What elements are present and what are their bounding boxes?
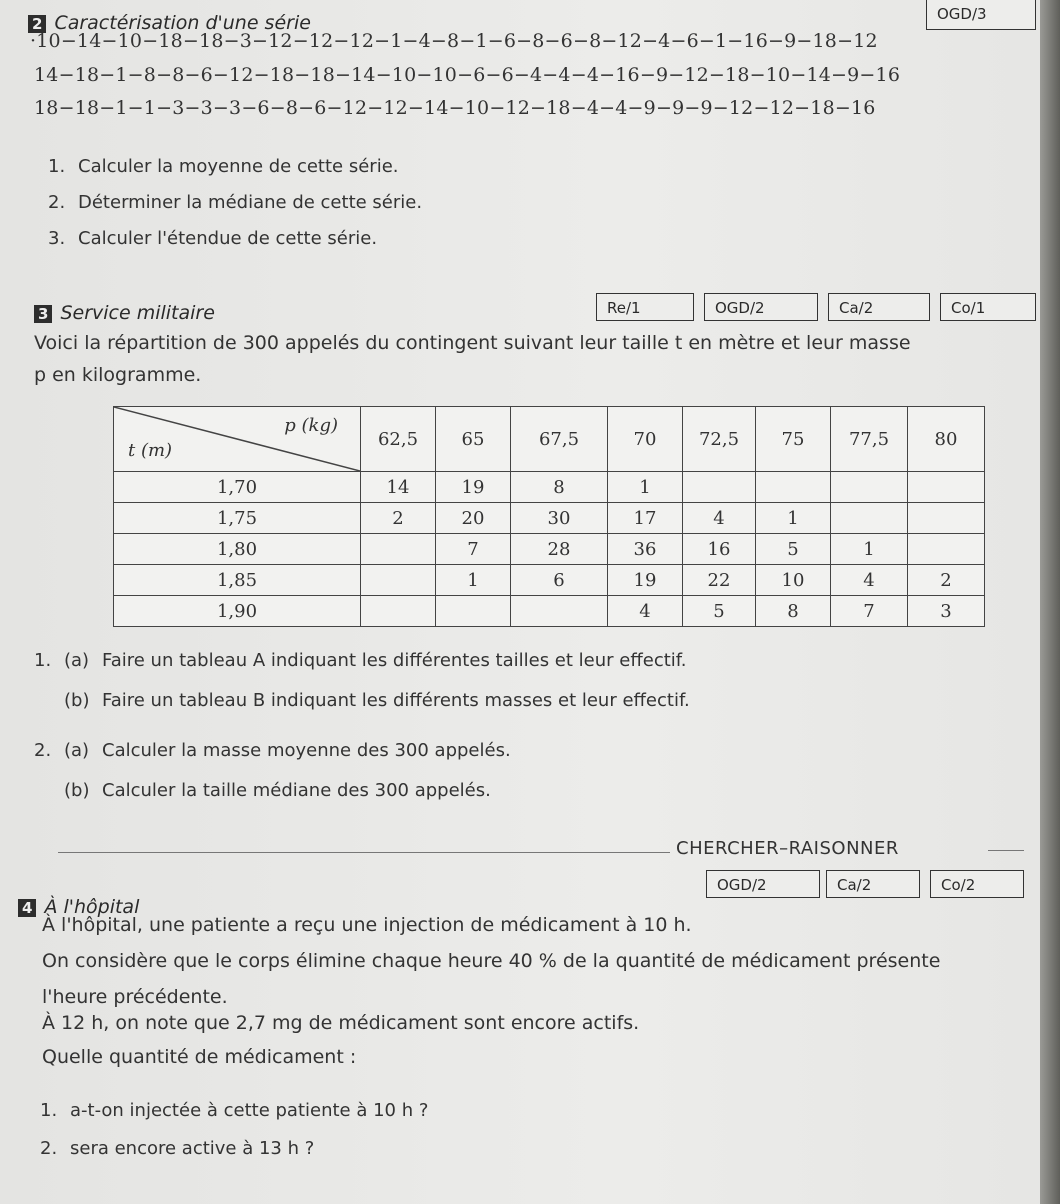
count-cell: 10 — [756, 565, 831, 596]
count-cell — [683, 472, 756, 503]
ex3-tag-co: Co/1 — [940, 293, 1036, 321]
count-cell — [831, 472, 908, 503]
question-text: Déterminer la médiane de cette série. — [78, 192, 423, 213]
count-cell: 17 — [608, 503, 683, 534]
ex3-title: Service militaire — [60, 302, 215, 324]
ex3-q1a — [34, 650, 687, 671]
count-cell: 16 — [683, 534, 756, 565]
question-number: 2. — [34, 740, 52, 761]
count-cell — [511, 596, 608, 627]
ex4-question-1 — [40, 1100, 428, 1121]
ex4-tag-ca: Ca/2 — [826, 870, 920, 898]
question-text: Calculer la taille médiane des 300 appelés. — [102, 780, 491, 801]
count-cell: 1 — [608, 472, 683, 503]
size-cell: 1,90 — [114, 596, 361, 627]
question-number: 1. — [48, 156, 66, 177]
question-text: Calculer l'étendue de cette série. — [78, 228, 378, 249]
count-cell: 4 — [683, 503, 756, 534]
ex3-tag-ogd: OGD/2 — [704, 293, 818, 321]
ex3-intro-line2: p en kilogramme. — [34, 364, 202, 386]
question-number: 2. — [48, 192, 66, 213]
count-cell: 4 — [831, 565, 908, 596]
question-number: 2. — [40, 1138, 58, 1159]
count-cell: 1 — [831, 534, 908, 565]
mass-header: 75 — [756, 407, 831, 472]
ex3-tag-ca: Ca/2 — [828, 293, 930, 321]
count-cell: 20 — [436, 503, 511, 534]
ex2-question-2 — [48, 192, 422, 213]
count-cell: 8 — [756, 596, 831, 627]
series-line-2: 14−18−1−8−8−6−12−18−18−14−10−10−6−6−4−4−4−16−9−12−18−10−14−9−16 — [34, 64, 901, 86]
mass-header: 72,5 — [683, 407, 756, 472]
ex3-intro-line1: Voici la répartition de 300 appelés du contingent suivant leur taille t en mètre et leur masse — [34, 332, 911, 354]
ex2-number: 2 — [28, 15, 46, 33]
count-cell — [908, 472, 985, 503]
size-cell: 1,75 — [114, 503, 361, 534]
sub-label: (a) — [64, 650, 90, 671]
series-line-1: ·10−14−10−18−18−3−12−12−12−1−4−8−1−6−8−6−8−12−4−6−1−16−9−18−12 — [30, 30, 878, 52]
table-row — [114, 565, 985, 596]
count-cell: 7 — [831, 596, 908, 627]
count-cell: 22 — [683, 565, 756, 596]
count-cell — [908, 503, 985, 534]
count-cell — [361, 534, 436, 565]
table-row — [114, 596, 985, 627]
count-cell: 4 — [608, 596, 683, 627]
count-cell: 2 — [908, 565, 985, 596]
corner-cell — [114, 407, 361, 472]
size-cell: 1,85 — [114, 565, 361, 596]
count-cell — [436, 596, 511, 627]
mass-header: 67,5 — [511, 407, 608, 472]
ex4-line-1: À l'hôpital, une patiente a reçu une injection de médicament à 10 h. — [42, 914, 692, 936]
sub-label: (b) — [64, 690, 90, 711]
question-number: 1. — [34, 650, 52, 671]
ex3-q2a — [34, 740, 511, 761]
ex2-question-3 — [48, 228, 377, 249]
question-text: sera encore active à 13 h ? — [70, 1138, 315, 1159]
question-text: Faire un tableau A indiquant les différentes tailles et leur effectif. — [102, 650, 687, 671]
ex4-line-4: À 12 h, on note que 2,7 mg de médicament sont encore actifs. — [42, 1012, 640, 1034]
sub-label: (a) — [64, 740, 90, 761]
size-axis-label: t (m) — [128, 440, 173, 461]
count-cell — [908, 534, 985, 565]
mass-axis-label: p (kg) — [284, 415, 338, 436]
mass-header: 62,5 — [361, 407, 436, 472]
table-row — [114, 503, 985, 534]
ex2-tag: OGD/3 — [926, 0, 1036, 30]
series-line-3: 18−18−1−1−3−3−3−6−8−6−12−12−14−10−12−18−4−4−9−9−9−12−12−18−16 — [34, 97, 876, 119]
count-cell: 5 — [756, 534, 831, 565]
ex4-line-5: Quelle quantité de médicament : — [42, 1046, 357, 1068]
count-cell: 1 — [436, 565, 511, 596]
count-cell — [756, 472, 831, 503]
count-cell: 5 — [683, 596, 756, 627]
count-cell — [361, 565, 436, 596]
ex3-heading — [34, 302, 215, 324]
ex4-tag-co: Co/2 — [930, 870, 1024, 898]
count-cell: 3 — [908, 596, 985, 627]
section-divider-left — [58, 852, 670, 853]
ex4-question-2 — [40, 1138, 314, 1159]
count-cell: 2 — [361, 503, 436, 534]
sub-label: (b) — [64, 780, 90, 801]
question-text: Calculer la moyenne de cette série. — [78, 156, 399, 177]
ex3-tag-re: Re/1 — [596, 293, 694, 321]
mass-header: 80 — [908, 407, 985, 472]
count-cell: 36 — [608, 534, 683, 565]
ex3-number: 3 — [34, 305, 52, 323]
ex4-number: 4 — [18, 899, 36, 917]
size-cell: 1,80 — [114, 534, 361, 565]
ex2-question-1 — [48, 156, 399, 177]
count-cell: 8 — [511, 472, 608, 503]
table-row — [114, 534, 985, 565]
count-cell: 1 — [756, 503, 831, 534]
mass-header: 77,5 — [831, 407, 908, 472]
ex2-title: Caractérisation d'une série — [54, 12, 311, 34]
count-cell: 19 — [436, 472, 511, 503]
ex4-line-3: l'heure précédente. — [42, 986, 228, 1008]
size-cell: 1,70 — [114, 472, 361, 503]
question-number: 1. — [40, 1100, 58, 1121]
table-header-row — [114, 407, 985, 472]
section-divider-right — [988, 850, 1024, 851]
question-text: Faire un tableau B indiquant les différents masses et leur effectif. — [102, 690, 690, 711]
page-edge — [1040, 0, 1060, 1204]
ex4-tag-ogd: OGD/2 — [706, 870, 820, 898]
distribution-table — [113, 406, 985, 627]
question-text: Calculer la masse moyenne des 300 appelés. — [102, 740, 511, 761]
question-number: 3. — [48, 228, 66, 249]
count-cell: 19 — [608, 565, 683, 596]
mass-header: 65 — [436, 407, 511, 472]
mass-header: 70 — [608, 407, 683, 472]
section-title: CHERCHER–RAISONNER — [676, 838, 899, 859]
table-row — [114, 472, 985, 503]
question-text: a-t-on injectée à cette patiente à 10 h ? — [70, 1100, 429, 1121]
ex4-title: À l'hôpital — [44, 896, 140, 918]
count-cell: 7 — [436, 534, 511, 565]
count-cell — [361, 596, 436, 627]
ex4-line-2: On considère que le corps élimine chaque heure 40 % de la quantité de médicament présente — [42, 950, 941, 972]
count-cell — [831, 503, 908, 534]
ex3-q2b — [64, 780, 491, 801]
count-cell: 30 — [511, 503, 608, 534]
count-cell: 6 — [511, 565, 608, 596]
count-cell: 28 — [511, 534, 608, 565]
count-cell: 14 — [361, 472, 436, 503]
ex3-q1b — [64, 690, 690, 711]
